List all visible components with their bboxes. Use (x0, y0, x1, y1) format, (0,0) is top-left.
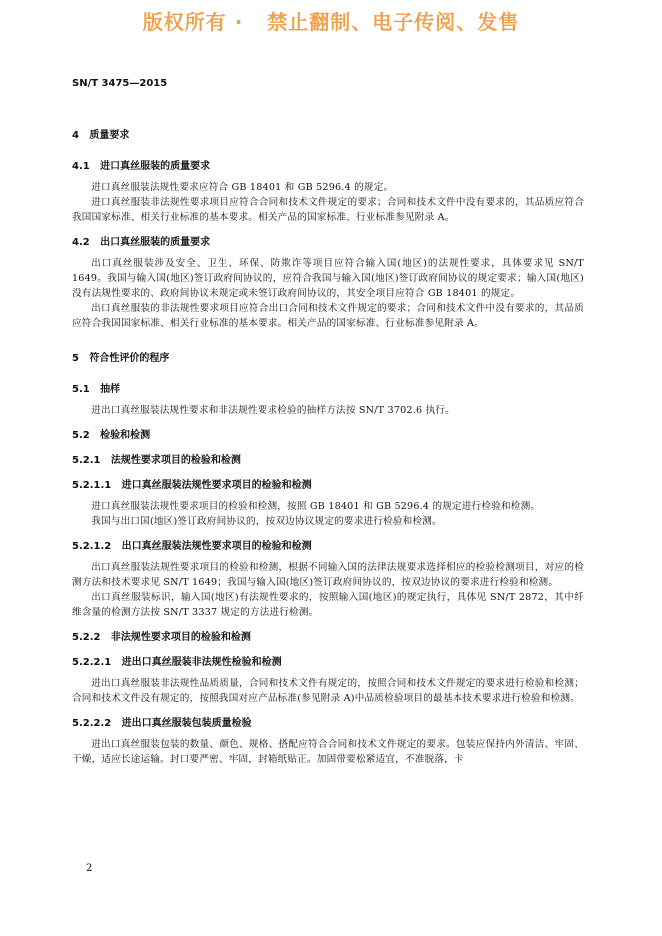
paragraph: 出口真丝服装涉及安全、卫生、环保、防欺诈等项目应符合输入国(地区)的法规性要求，具体要求见 SN/T 1649。我国与输入国(地区)签订政府间协议的，应符合我国与输入国(地区)签订政府间协议的规定要求；输入国(地区)没有法规性要求的、政府间协议未规定或未签订政府间协议的，其安全项目应符合 GB 18401 的规定。 (72, 258, 584, 299)
paragraph: 进出口真丝服装非法规性品质质量，合同和技术文件有规定的，按照合同和技术文件规定的要求进行检验和检测；合同和技术文件没有规定的，按照我国对应产品标准(参见附录 A)中品质检验项目的最基本技术要求进行检验和检测。 (72, 678, 584, 704)
section-heading: 5.2.2.2 进出口真丝服装包装质量检验 (72, 718, 252, 729)
paragraph: 进口真丝服装非法规性要求项目应符合合同和技术文件规定的要求；合同和技术文件中没有要求的，其品质应符合我国国家标准、相关行业标准的基本要求。相关产品的国家标准、行业标准参见附录 A。 (72, 197, 584, 223)
section-heading: 5.2.2.1 进出口真丝服装非法规性检验和检测 (72, 657, 282, 668)
section-heading: 5.2.1 法规性要求项目的检验和检测 (72, 455, 241, 466)
paragraph: 出口真丝服装法规性要求项目的检验和检测，根据不同输入国的法律法规要求选择相应的检验检测项目，对应的检测方法和技术要求见 SN/T 1649；我国与输入国(地区)签订政府间协议的，按双边协议的要求进行检验和检测。 (72, 562, 584, 588)
section-heading: 5.2.1.1 进口真丝服装法规性要求项目的检验和检测 (72, 480, 312, 491)
document-body (72, 126, 584, 767)
paragraph: 进出口真丝服装法规性要求和非法规性要求检验的抽样方法按 SN/T 3702.6 执行。 (91, 405, 455, 416)
section-heading: 5.1 抽样 (72, 384, 121, 395)
section-heading: 4.2 出口真丝服装的质量要求 (72, 237, 211, 248)
copyright-watermark: 版权所有 · 禁止翻制、电子传阅、发售 (142, 10, 520, 34)
section-heading: 5.2.2 非法规性要求项目的检验和检测 (72, 632, 251, 643)
section-heading: 4 质量要求 (72, 130, 130, 141)
section-heading: 5.2 检验和检测 (72, 430, 151, 441)
paragraph: 出口真丝服装标识，输入国(地区)有法规性要求的，按照输入国(地区)的规定执行，具体见 SN/T 2872，其中纤维含量的检测方法按 SN/T 3337 规定的方法进行检测。 (72, 592, 584, 618)
section-heading: 5 符合性评价的程序 (72, 353, 170, 364)
page-number: 2 (86, 863, 93, 874)
paragraph: 进口真丝服装法规性要求应符合 GB 18401 和 GB 5296.4 的规定。 (91, 182, 394, 193)
section-heading: 5.2.1.2 出口真丝服装法规性要求项目的检验和检测 (72, 541, 312, 552)
paragraph: 我国与出口国(地区)签订政府间协议的，按双边协议规定的要求进行检验和检测。 (91, 516, 442, 527)
paragraph: 出口真丝服装的非法规性要求项目应符合出口合同和技术文件规定的要求；合同和技术文件中没有要求的，其品质应符合我国国家标准、相关行业标准的基本要求。相关产品的国家标准、行业标准参见附录 A。 (72, 303, 584, 329)
paragraph: 进口真丝服装法规性要求项目的检验和检测，按照 GB 18401 和 GB 5296.4 的规定进行检验和检测。 (91, 501, 541, 512)
section-heading: 4.1 进口真丝服装的质量要求 (72, 161, 211, 172)
standard-code-header: SN/T 3475—2015 (72, 78, 168, 89)
paragraph: 进出口真丝服装包装的数量、颜色、规格、搭配应符合合同和技术文件规定的要求。包装应保持内外清洁、牢固、干燥，适应长途运输。封口要严密、牢固，封箱纸贴正。加固带要松紧适宜，不准脱落，卡 (72, 739, 584, 765)
